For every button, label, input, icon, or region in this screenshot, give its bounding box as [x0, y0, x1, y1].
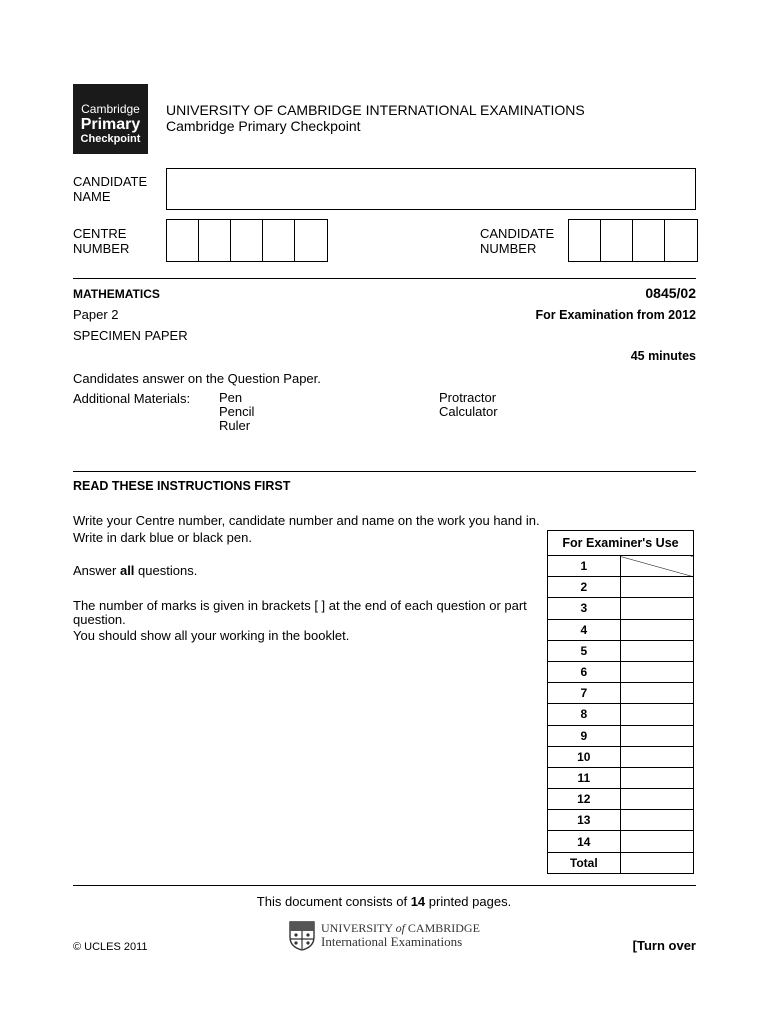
- mark-cell[interactable]: [620, 789, 693, 810]
- answer-on-text: Candidates answer on the Question Paper.: [73, 371, 321, 386]
- instruction-line: The number of marks is given in brackets [ ] at the end of each question or part: [73, 598, 527, 613]
- table-row: 11: [548, 767, 694, 788]
- mark-cell[interactable]: [620, 619, 693, 640]
- table-row: 10: [548, 746, 694, 767]
- instruction-line: You should show all your working in the booklet.: [73, 628, 350, 643]
- mark-cell[interactable]: [620, 852, 693, 873]
- mark-cell[interactable]: [620, 577, 693, 598]
- instruction-answer-all: Answer all questions.: [73, 563, 198, 578]
- materials-list-2: Protractor Calculator: [439, 390, 498, 419]
- paper-code: 0845/02: [645, 285, 696, 301]
- university-subtitle: International Examinations: [321, 934, 463, 949]
- table-row: 6: [548, 661, 694, 682]
- candidate-number-label: CANDIDATE NUMBER: [480, 226, 555, 256]
- subject-title: MATHEMATICS: [73, 287, 160, 301]
- instruction-line: Write your Centre number, candidate number and name on the work you hand in.: [73, 513, 540, 528]
- table-row: 5: [548, 640, 694, 661]
- university-name: UNIVERSITY of CAMBRIDGE: [321, 921, 480, 935]
- exam-from: For Examination from 2012: [535, 308, 696, 322]
- university-crest-icon: [289, 921, 315, 951]
- mark-cell[interactable]: [620, 598, 693, 619]
- turn-over: [Turn over: [632, 938, 696, 953]
- table-row: 9: [548, 725, 694, 746]
- mark-cell[interactable]: [620, 810, 693, 831]
- candidate-name-field[interactable]: [166, 168, 696, 210]
- table-row: 8: [548, 704, 694, 725]
- paper-number: Paper 2: [73, 307, 119, 322]
- instruction-line: question.: [73, 612, 126, 627]
- table-row: 7: [548, 683, 694, 704]
- table-row: 4: [548, 619, 694, 640]
- examiners-use-heading: For Examiner's Use: [548, 531, 694, 556]
- table-row: 12: [548, 789, 694, 810]
- materials-label: Additional Materials:: [73, 391, 191, 406]
- table-row: 14: [548, 831, 694, 852]
- organisation-title: UNIVERSITY OF CAMBRIDGE INTERNATIONAL EXAMINATIONS: [166, 102, 585, 118]
- divider: [73, 471, 696, 472]
- mark-cell[interactable]: [620, 767, 693, 788]
- centre-number-label: CENTRE NUMBER: [73, 226, 130, 256]
- examiners-use-table: [547, 530, 694, 874]
- paper-type: SPECIMEN PAPER: [73, 328, 188, 343]
- mark-cell[interactable]: [620, 683, 693, 704]
- candidate-name-label: CANDIDATE NAME: [73, 174, 148, 204]
- cambridge-primary-checkpoint-logo: Cambridge Primary Checkpoint: [73, 84, 148, 154]
- table-row: 3: [548, 598, 694, 619]
- instructions-heading: READ THESE INSTRUCTIONS FIRST: [73, 479, 291, 493]
- duration: 45 minutes: [630, 349, 696, 363]
- programme-title: Cambridge Primary Checkpoint: [166, 118, 361, 134]
- page-count: This document consists of 14 printed pages.: [256, 894, 512, 909]
- mark-cell[interactable]: [620, 725, 693, 746]
- materials-list-1: Pen Pencil Ruler: [219, 390, 255, 433]
- centre-number-field[interactable]: [166, 219, 328, 262]
- divider: [73, 278, 696, 279]
- mark-cell[interactable]: [620, 556, 693, 577]
- table-row: Total: [548, 852, 694, 873]
- copyright: © UCLES 2011: [73, 941, 148, 953]
- table-row: 2: [548, 577, 694, 598]
- divider: [73, 885, 696, 886]
- table-row: 1: [548, 556, 694, 577]
- mark-cell[interactable]: [620, 746, 693, 767]
- candidate-number-field[interactable]: [568, 219, 698, 262]
- mark-cell[interactable]: [620, 831, 693, 852]
- mark-cell[interactable]: [620, 640, 693, 661]
- table-row: 13: [548, 810, 694, 831]
- mark-cell[interactable]: [620, 704, 693, 725]
- instruction-line: Write in dark blue or black pen.: [73, 530, 252, 545]
- mark-cell[interactable]: [620, 661, 693, 682]
